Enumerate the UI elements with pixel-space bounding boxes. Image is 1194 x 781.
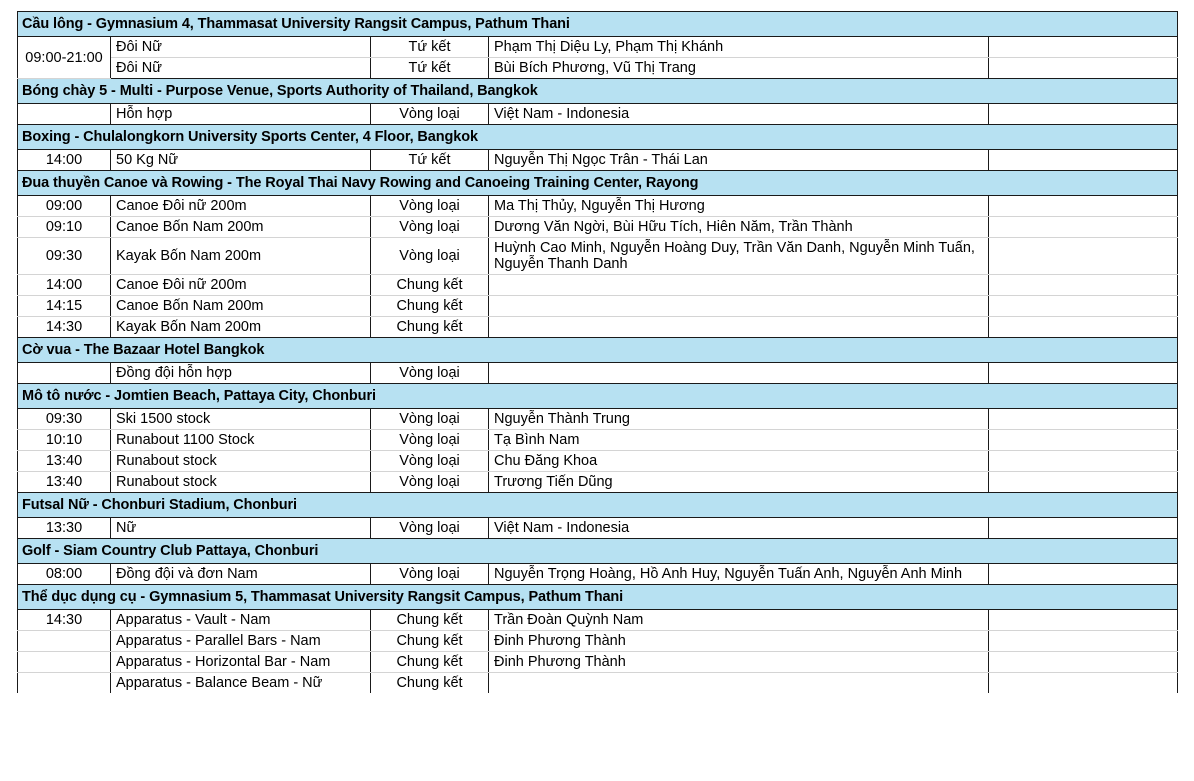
athletes-cell: Đinh Phương Thành xyxy=(489,652,989,673)
athletes-cell: Đinh Phương Thành xyxy=(489,631,989,652)
result-cell xyxy=(989,196,1178,217)
time-cell: 09:30 xyxy=(18,409,111,430)
schedule-row xyxy=(18,472,1178,493)
time-cell xyxy=(18,652,111,673)
athletes-cell: Nguyễn Thị Ngọc Trân - Thái Lan xyxy=(489,150,989,171)
event-cell: Apparatus - Parallel Bars - Nam xyxy=(111,631,371,652)
schedule-row xyxy=(18,631,1178,652)
time-cell: 14:00 xyxy=(18,150,111,171)
athletes-cell xyxy=(489,673,989,694)
time-cell: 09:30 xyxy=(18,238,111,275)
athletes-cell xyxy=(489,296,989,317)
round-cell: Chung kết xyxy=(371,296,489,317)
schedule-row xyxy=(18,150,1178,171)
event-cell: Đồng đội và đơn Nam xyxy=(111,564,371,585)
time-cell: 14:15 xyxy=(18,296,111,317)
time-cell: 10:10 xyxy=(18,430,111,451)
event-cell: Runabout 1100 Stock xyxy=(111,430,371,451)
result-cell xyxy=(989,238,1178,275)
round-cell: Vòng loại xyxy=(371,430,489,451)
result-cell xyxy=(989,104,1178,125)
result-cell xyxy=(989,37,1178,58)
athletes-cell xyxy=(489,363,989,384)
result-cell xyxy=(989,150,1178,171)
time-cell: 09:00 xyxy=(18,196,111,217)
round-cell: Vòng loại xyxy=(371,238,489,275)
event-cell: 50 Kg Nữ xyxy=(111,150,371,171)
event-cell: Apparatus - Horizontal Bar - Nam xyxy=(111,652,371,673)
event-cell: Nữ xyxy=(111,518,371,539)
result-cell xyxy=(989,652,1178,673)
athletes-cell xyxy=(489,275,989,296)
venue-header-row xyxy=(18,493,1178,518)
schedule-row xyxy=(18,58,1178,79)
result-cell xyxy=(989,564,1178,585)
athletes-cell: Trương Tiến Dũng xyxy=(489,472,989,493)
time-cell: 14:30 xyxy=(18,610,111,631)
round-cell: Chung kết xyxy=(371,652,489,673)
venue-header-label: Cầu lông - Gymnasium 4, Thammasat University Rangsit Campus, Pathum Thani xyxy=(18,12,1178,37)
time-cell: 14:00 xyxy=(18,275,111,296)
schedule-row xyxy=(18,196,1178,217)
athletes-cell: Trần Đoàn Quỳnh Nam xyxy=(489,610,989,631)
venue-header-row xyxy=(18,338,1178,363)
schedule-row xyxy=(18,37,1178,58)
event-cell: Canoe Bốn Nam 200m xyxy=(111,217,371,238)
time-cell xyxy=(18,363,111,384)
time-cell xyxy=(18,104,111,125)
schedule-row xyxy=(18,652,1178,673)
athletes-cell: Nguyễn Trọng Hoàng, Hồ Anh Huy, Nguyễn Tuấn Anh, Nguyễn Anh Minh xyxy=(489,564,989,585)
athletes-cell: Ma Thị Thủy, Nguyễn Thị Hương xyxy=(489,196,989,217)
venue-header-label: Cờ vua - The Bazaar Hotel Bangkok xyxy=(18,338,1178,363)
schedule-row xyxy=(18,296,1178,317)
athletes-cell: Tạ Bình Nam xyxy=(489,430,989,451)
result-cell xyxy=(989,217,1178,238)
event-cell: Kayak Bốn Nam 200m xyxy=(111,317,371,338)
shared-time-cell: 09:00-21:00 xyxy=(18,37,111,79)
venue-header-label: Futsal Nữ - Chonburi Stadium, Chonburi xyxy=(18,493,1178,518)
round-cell: Vòng loại xyxy=(371,451,489,472)
athletes-cell: Huỳnh Cao Minh, Nguyễn Hoàng Duy, Trần Văn Danh, Nguyễn Minh Tuấn, Nguyễn Thanh Danh xyxy=(489,238,989,275)
venue-header-label: Bóng chày 5 - Multi - Purpose Venue, Sports Authority of Thailand, Bangkok xyxy=(18,79,1178,104)
venue-header-label: Mô tô nước - Jomtien Beach, Pattaya City, Chonburi xyxy=(18,384,1178,409)
schedule-table xyxy=(17,11,1178,693)
result-cell xyxy=(989,430,1178,451)
result-cell xyxy=(989,451,1178,472)
schedule-row xyxy=(18,518,1178,539)
result-cell xyxy=(989,58,1178,79)
event-cell: Canoe Bốn Nam 200m xyxy=(111,296,371,317)
event-cell: Apparatus - Balance Beam - Nữ xyxy=(111,673,371,694)
athletes-cell: Bùi Bích Phương, Vũ Thị Trang xyxy=(489,58,989,79)
round-cell: Vòng loại xyxy=(371,196,489,217)
round-cell: Tứ kết xyxy=(371,37,489,58)
schedule-row xyxy=(18,317,1178,338)
athletes-cell: Việt Nam - Indonesia xyxy=(489,518,989,539)
result-cell xyxy=(989,317,1178,338)
time-cell: 09:10 xyxy=(18,217,111,238)
venue-header-label: Thể dục dụng cụ - Gymnasium 5, Thammasat University Rangsit Campus, Pathum Thani xyxy=(18,585,1178,610)
schedule-body xyxy=(18,12,1178,694)
time-cell: 14:30 xyxy=(18,317,111,338)
venue-header-row xyxy=(18,585,1178,610)
event-cell: Apparatus - Vault - Nam xyxy=(111,610,371,631)
time-cell: 13:30 xyxy=(18,518,111,539)
event-cell: Runabout stock xyxy=(111,472,371,493)
athletes-cell: Nguyễn Thành Trung xyxy=(489,409,989,430)
athletes-cell xyxy=(489,317,989,338)
round-cell: Tứ kết xyxy=(371,58,489,79)
schedule-row xyxy=(18,217,1178,238)
event-cell: Đôi Nữ xyxy=(111,58,371,79)
schedule-sheet xyxy=(17,11,1177,693)
schedule-row xyxy=(18,564,1178,585)
schedule-row xyxy=(18,275,1178,296)
venue-header-label: Đua thuyền Canoe và Rowing - The Royal Thai Navy Rowing and Canoeing Training Center, Rayong xyxy=(18,171,1178,196)
time-cell: 13:40 xyxy=(18,472,111,493)
round-cell: Vòng loại xyxy=(371,472,489,493)
time-cell xyxy=(18,631,111,652)
round-cell: Chung kết xyxy=(371,673,489,694)
round-cell: Chung kết xyxy=(371,631,489,652)
round-cell: Vòng loại xyxy=(371,363,489,384)
event-cell: Đôi Nữ xyxy=(111,37,371,58)
round-cell: Vòng loại xyxy=(371,518,489,539)
round-cell: Vòng loại xyxy=(371,564,489,585)
round-cell: Chung kết xyxy=(371,275,489,296)
result-cell xyxy=(989,610,1178,631)
schedule-row xyxy=(18,363,1178,384)
schedule-row xyxy=(18,610,1178,631)
schedule-row xyxy=(18,673,1178,694)
event-cell: Canoe Đôi nữ 200m xyxy=(111,196,371,217)
schedule-row xyxy=(18,104,1178,125)
result-cell xyxy=(989,631,1178,652)
round-cell: Vòng loại xyxy=(371,409,489,430)
result-cell xyxy=(989,296,1178,317)
event-cell: Runabout stock xyxy=(111,451,371,472)
event-cell: Đồng đội hỗn hợp xyxy=(111,363,371,384)
venue-header-row xyxy=(18,12,1178,37)
time-cell: 13:40 xyxy=(18,451,111,472)
venue-header-row xyxy=(18,539,1178,564)
venue-header-row xyxy=(18,171,1178,196)
venue-header-label: Golf - Siam Country Club Pattaya, Chonburi xyxy=(18,539,1178,564)
athletes-cell: Phạm Thị Diệu Ly, Phạm Thị Khánh xyxy=(489,37,989,58)
round-cell: Tứ kết xyxy=(371,150,489,171)
result-cell xyxy=(989,363,1178,384)
schedule-row xyxy=(18,430,1178,451)
round-cell: Vòng loại xyxy=(371,104,489,125)
venue-header-row xyxy=(18,125,1178,150)
event-cell: Kayak Bốn Nam 200m xyxy=(111,238,371,275)
event-cell: Hỗn hợp xyxy=(111,104,371,125)
event-cell: Canoe Đôi nữ 200m xyxy=(111,275,371,296)
round-cell: Chung kết xyxy=(371,610,489,631)
result-cell xyxy=(989,275,1178,296)
venue-header-row xyxy=(18,79,1178,104)
athletes-cell: Chu Đăng Khoa xyxy=(489,451,989,472)
schedule-row xyxy=(18,409,1178,430)
time-cell: 08:00 xyxy=(18,564,111,585)
round-cell: Chung kết xyxy=(371,317,489,338)
result-cell xyxy=(989,409,1178,430)
athletes-cell: Việt Nam - Indonesia xyxy=(489,104,989,125)
venue-header-row xyxy=(18,384,1178,409)
athletes-cell: Dương Văn Ngời, Bùi Hữu Tích, Hiên Năm, Trần Thành xyxy=(489,217,989,238)
round-cell: Vòng loại xyxy=(371,217,489,238)
result-cell xyxy=(989,673,1178,694)
schedule-row xyxy=(18,238,1178,275)
schedule-row xyxy=(18,451,1178,472)
event-cell: Ski 1500 stock xyxy=(111,409,371,430)
time-cell xyxy=(18,673,111,694)
result-cell xyxy=(989,472,1178,493)
result-cell xyxy=(989,518,1178,539)
venue-header-label: Boxing - Chulalongkorn University Sports Center, 4 Floor, Bangkok xyxy=(18,125,1178,150)
